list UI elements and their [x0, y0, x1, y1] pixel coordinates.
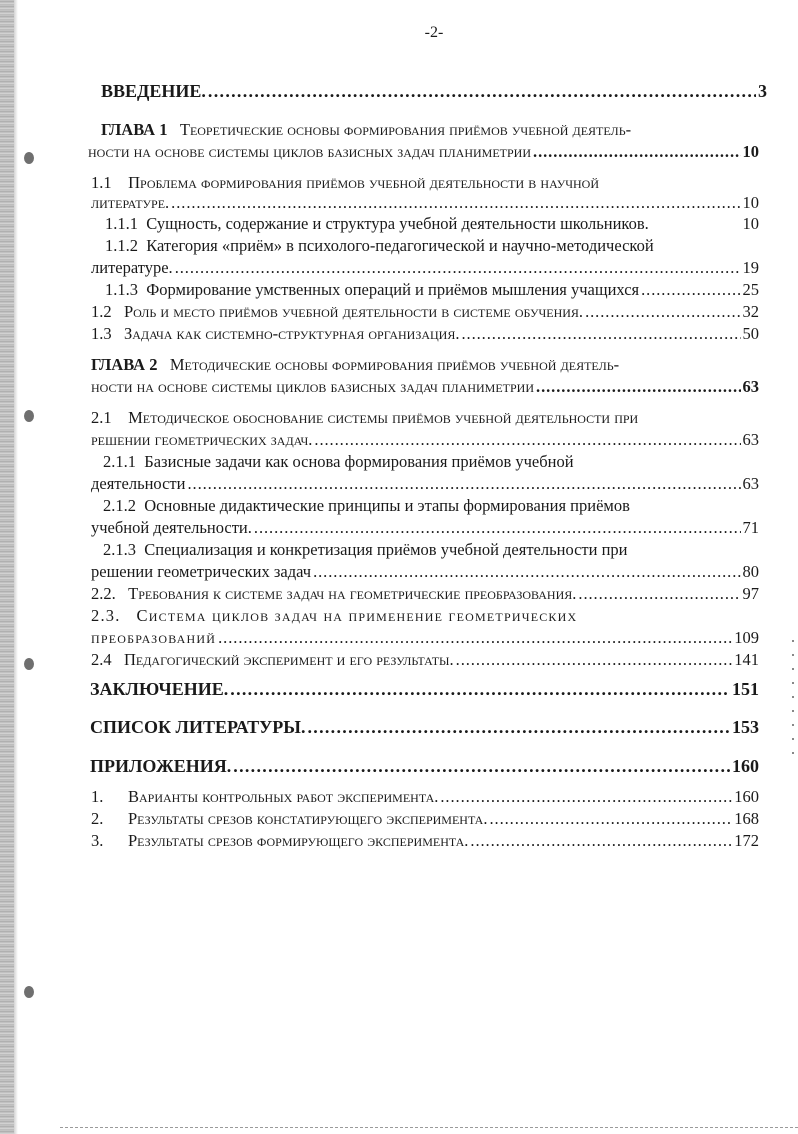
toc-section-1-1-line2 — [91, 192, 759, 214]
appendix-title: Результаты срезов формирующего эксперимента. — [128, 831, 469, 850]
section-number: 2.1.3 — [103, 540, 136, 559]
toc-section-2-1-2-line1 — [103, 495, 630, 517]
section-title: Базисные задачи как основа формирования приёмов учебной — [144, 452, 574, 471]
section-number: 2.1 — [91, 408, 112, 427]
toc-chapter-1-line1 — [101, 119, 631, 141]
leader-dots — [536, 376, 740, 398]
toc-entry-page: 109 — [734, 628, 759, 647]
leader-dots — [313, 561, 740, 583]
leader-dots — [456, 649, 733, 671]
chapter-title: Методические основы формирования приёмов учебной деятель- — [169, 355, 620, 374]
chapter-title: ности на основе системы циклов базисных задач планиметрии — [91, 377, 535, 396]
leader-dots — [641, 279, 740, 301]
leader-dots — [187, 473, 740, 495]
appendix-number: 3. — [91, 831, 104, 850]
leader-dots — [489, 808, 732, 830]
toc-entry-introduction — [101, 80, 767, 102]
section-title: Методическое обоснование системы приёмов учебной деятельности при — [128, 408, 639, 427]
section-title: Проблема формирования приёмов учебной деятельности в научной — [128, 173, 600, 192]
toc-entry-page: 19 — [742, 258, 759, 277]
toc-chapter-2-line1 — [91, 354, 619, 376]
section-number: 2.1.1 — [103, 452, 136, 471]
section-title: Система циклов задач на применение геометрических — [136, 606, 578, 625]
appendix-number: 1. — [91, 787, 104, 806]
toc-section-2-1-3-line2 — [91, 561, 759, 583]
leader-dots — [578, 583, 740, 605]
section-title: деятельности — [91, 474, 186, 493]
leader-dots — [171, 192, 740, 214]
toc-section-1-1-2-line2 — [91, 257, 759, 279]
chapter-label: ГЛАВА 1 — [101, 120, 168, 139]
toc-entry-page: 63 — [742, 474, 759, 493]
toc-entry-page: 63 — [742, 377, 759, 396]
section-title: решении геометрических задач — [91, 562, 312, 581]
toc-section-1-1-line1 — [91, 172, 599, 194]
section-title: Требования к системе задач на геометрические преобразования. — [128, 584, 577, 603]
section-title: Специализация и конкретизация приёмов учебной деятельности при — [144, 540, 628, 559]
toc-entry-conclusion — [90, 678, 759, 700]
section-number: 2.4 — [91, 650, 112, 669]
toc-entry-page: 160 — [732, 756, 759, 776]
toc-chapter-2-line2 — [91, 376, 759, 398]
toc-entry-page: 97 — [742, 584, 759, 603]
toc-section-1-1-3 — [105, 279, 759, 301]
toc-section-2-1-line2 — [91, 429, 759, 451]
section-number: 2.1.2 — [103, 496, 136, 515]
toc-section-1-1-1 — [105, 213, 759, 235]
leader-dots — [470, 830, 732, 852]
leader-dots — [218, 627, 732, 649]
toc-appendix-3 — [91, 830, 759, 852]
leader-dots — [533, 141, 740, 163]
toc-entry-page: 10 — [742, 193, 759, 212]
toc-section-2-1-2-line2 — [91, 517, 759, 539]
toc-appendix-2 — [91, 808, 759, 830]
section-number: 2.2. — [91, 584, 116, 603]
appendix-title: Результаты срезов констатирующего эксперимента. — [128, 809, 488, 828]
appendix-number: 2. — [91, 809, 104, 828]
chapter-title: Теоретические основы формирования приёмов учебной деятель- — [179, 120, 632, 139]
toc-entry-page: 25 — [742, 280, 759, 299]
toc-section-2-4 — [91, 649, 759, 671]
toc-section-2-3-line2 — [91, 627, 759, 649]
leader-dots — [175, 257, 741, 279]
leader-dots — [254, 517, 741, 539]
toc-entry-page: 151 — [732, 679, 759, 699]
leader-dots — [314, 429, 740, 451]
section-number: 1.3 — [91, 324, 112, 343]
toc-entry-page: 3 — [758, 81, 767, 101]
toc-entry-page: 172 — [734, 831, 759, 850]
toc-section-2-1-3-line1 — [103, 539, 628, 561]
section-title: Формирование умственных операций и приёмов мышления учащихся — [146, 280, 640, 299]
section-title: Основные дидактические принципы и этапы формирования приёмов — [144, 496, 630, 515]
leader-dots — [585, 301, 740, 323]
section-number: 2.3. — [91, 606, 121, 625]
leader-dots — [461, 323, 740, 345]
toc-section-2-1-1-line1 — [103, 451, 574, 473]
toc-section-1-1-2-line1 — [105, 235, 654, 257]
section-number: 1.1.3 — [105, 280, 138, 299]
section-title: литературе. — [91, 258, 173, 277]
section-title: Педагогический эксперимент и его результаты. — [124, 650, 454, 669]
toc-entry-references — [90, 716, 759, 738]
toc-entry-page: 71 — [742, 518, 759, 537]
leader-dots — [233, 755, 730, 777]
section-title: Категория «приём» в психолого-педагогической и научно-методической — [146, 236, 654, 255]
leader-dots — [307, 716, 730, 738]
appendix-title: Варианты контрольных работ эксперимента. — [128, 787, 439, 806]
toc-section-1-3 — [91, 323, 759, 345]
page-number: -2- — [424, 24, 444, 41]
toc-entry-page: 153 — [732, 717, 759, 737]
toc-section-2-2 — [91, 583, 759, 605]
section-title: Роль и место приёмов учебной деятельности в системе обучения. — [124, 302, 584, 321]
section-number: 1.1.2 — [105, 236, 138, 255]
leader-dots — [208, 80, 756, 102]
toc-entry-page: 10 — [742, 142, 759, 161]
toc-section-1-2 — [91, 301, 759, 323]
section-title: учебной деятельности. — [91, 518, 252, 537]
toc-entry-title: ЗАКЛЮЧЕНИЕ. — [90, 679, 229, 699]
leader-dots — [440, 786, 732, 808]
chapter-title: ности на основе системы циклов базисных задач планиметрии — [88, 142, 532, 161]
toc-entry-page: 141 — [734, 650, 759, 669]
section-title: литературе. — [91, 193, 170, 212]
toc-entry-appendices — [90, 755, 759, 777]
toc-entry-page: 168 — [734, 809, 759, 828]
toc-section-2-1-line1 — [91, 407, 638, 429]
toc-section-2-3-line1 — [91, 605, 577, 627]
toc-entry-page: 32 — [742, 302, 759, 321]
section-title: Задача как системно-структурная организация. — [124, 324, 460, 343]
section-title: преобразований — [91, 628, 217, 647]
toc-entry-page: 160 — [734, 787, 759, 806]
toc-entry-page: 10 — [742, 214, 759, 233]
section-number: 1.2 — [91, 302, 112, 321]
toc-entry-page: 80 — [742, 562, 759, 581]
leader-dots — [230, 678, 730, 700]
toc-section-2-1-1-line2 — [91, 473, 759, 495]
section-number: 1.1.1 — [105, 214, 138, 233]
section-title: решении геометрических задач. — [91, 430, 313, 449]
section-number: 1.1 — [91, 173, 112, 192]
chapter-label: ГЛАВА 2 — [91, 355, 158, 374]
section-title: Сущность, содержание и структура учебной деятельности школьников. — [146, 214, 649, 233]
toc-entry-page: 63 — [742, 430, 759, 449]
toc-chapter-1-line2 — [88, 141, 759, 163]
toc-entry-title: ПРИЛОЖЕНИЯ. — [90, 756, 232, 776]
toc-entry-page: 50 — [742, 324, 759, 343]
toc-entry-title: СПИСОК ЛИТЕРАТУРЫ. — [90, 717, 306, 737]
toc-appendix-1 — [91, 786, 759, 808]
toc-entry-title: ВВЕДЕНИЕ. — [101, 81, 206, 101]
